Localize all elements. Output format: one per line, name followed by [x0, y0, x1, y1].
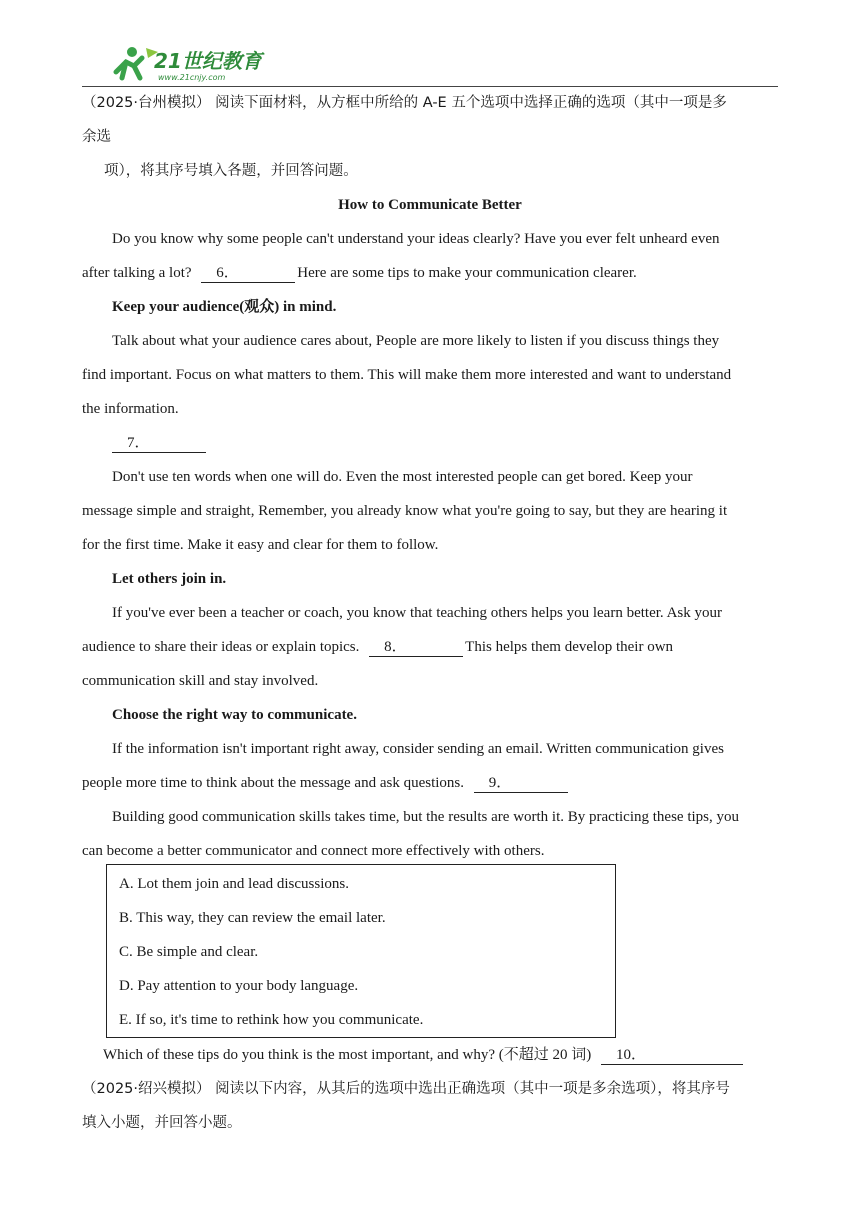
page-header — [82, 40, 778, 87]
paragraph-line-with-blank — [82, 263, 637, 283]
blank-10[interactable]: 10． — [601, 1047, 743, 1065]
paragraph-line: find important. Focus on what matters to them. This will make them more interested and want to understand — [82, 367, 732, 383]
blank-9[interactable]: 9． — [474, 775, 568, 793]
paragraph-line-with-blank — [82, 773, 568, 793]
q2-intro-line-1: （2025·绍兴模拟） 阅读以下内容，从其后的选项中选出正确选项（其中一项是多余选项），将其序号 — [82, 1081, 730, 1097]
paragraph-line: for the first time. Make it easy and clear for them to follow. — [82, 537, 439, 553]
paragraph-line-with-blank — [82, 637, 673, 657]
paragraph-line: If the information isn't important right away, consider sending an email. Written communication gives — [112, 741, 724, 757]
blank-8[interactable]: 8． — [369, 639, 463, 657]
option-e[interactable]: E. If so, it's time to rethink how you communicate. — [119, 1012, 424, 1028]
blank-line — [112, 433, 206, 453]
option-a[interactable]: A. Lot them join and lead discussions. — [119, 876, 349, 892]
text: people more time to think about the message and ask questions. — [82, 775, 465, 791]
section-heading: Choose the right way to communicate. — [112, 707, 357, 723]
paragraph-line: If you've ever been a teacher or coach, you know that teaching others helps you learn better. Ask your — [112, 605, 722, 621]
q1-intro-line-3: 项），将其序号填入各题，并回答问题。 — [104, 163, 358, 179]
q1-intro-line-2: 余选 — [82, 129, 111, 145]
blank-7[interactable]: 7． — [112, 435, 206, 453]
option-d[interactable]: D. Pay attention to your body language. — [119, 978, 359, 994]
section-heading: Let others join in. — [112, 571, 227, 587]
paragraph-line: Do you know why some people can't understand your ideas clearly? Have you ever felt unheard even — [112, 231, 720, 247]
paragraph-line: Talk about what your audience cares about, People are more likely to listen if you discuss things they — [112, 333, 720, 349]
option-b[interactable]: B. This way, they can review the email later. — [119, 910, 386, 926]
logo-url: www.21cnjy.com — [158, 73, 226, 82]
text: Here are some tips to make your communication clearer. — [297, 265, 637, 281]
question-10 — [103, 1045, 743, 1065]
question-10-text: Which of these tips do you think is the most important, and why? (不超过 20 词) — [103, 1047, 592, 1063]
paragraph-line: message simple and straight, Remember, you already know what you're going to say, but they are hearing it — [82, 503, 728, 519]
paragraph-line: the information. — [82, 401, 179, 417]
q2-intro-line-2: 填入小题，并回答小题。 — [82, 1115, 242, 1131]
section-heading: Keep your audience(观众) in mind. — [112, 299, 337, 315]
paragraph-line: can become a better communicator and connect more effectively with others. — [82, 843, 545, 859]
paragraph-line: communication skill and stay involved. — [82, 673, 319, 689]
option-c[interactable]: C. Be simple and clear. — [119, 944, 259, 960]
options-box — [106, 864, 616, 1038]
text: This helps them develop their own — [465, 639, 674, 655]
logo-text: 21世纪教育 — [154, 49, 262, 73]
blank-6[interactable]: 6． — [201, 265, 295, 283]
text: after talking a lot? — [82, 265, 192, 281]
paragraph-line: Don't use ten words when one will do. Even the most interested people can get bored. Keep your — [112, 469, 693, 485]
q1-intro-line-1: （2025·台州模拟） 阅读下面材料，从方框中所给的 A-E 五个选项中选择正确的选项（其中一项是多 — [82, 95, 727, 111]
paragraph-line: Building good communication skills takes time, but the results are worth it. By practicing these tips, you — [112, 809, 739, 825]
text: audience to share their ideas or explain topics. — [82, 639, 360, 655]
passage-title: How to Communicate Better — [338, 197, 522, 213]
logo-21cnjy — [102, 42, 272, 84]
runner-icon — [116, 47, 158, 78]
